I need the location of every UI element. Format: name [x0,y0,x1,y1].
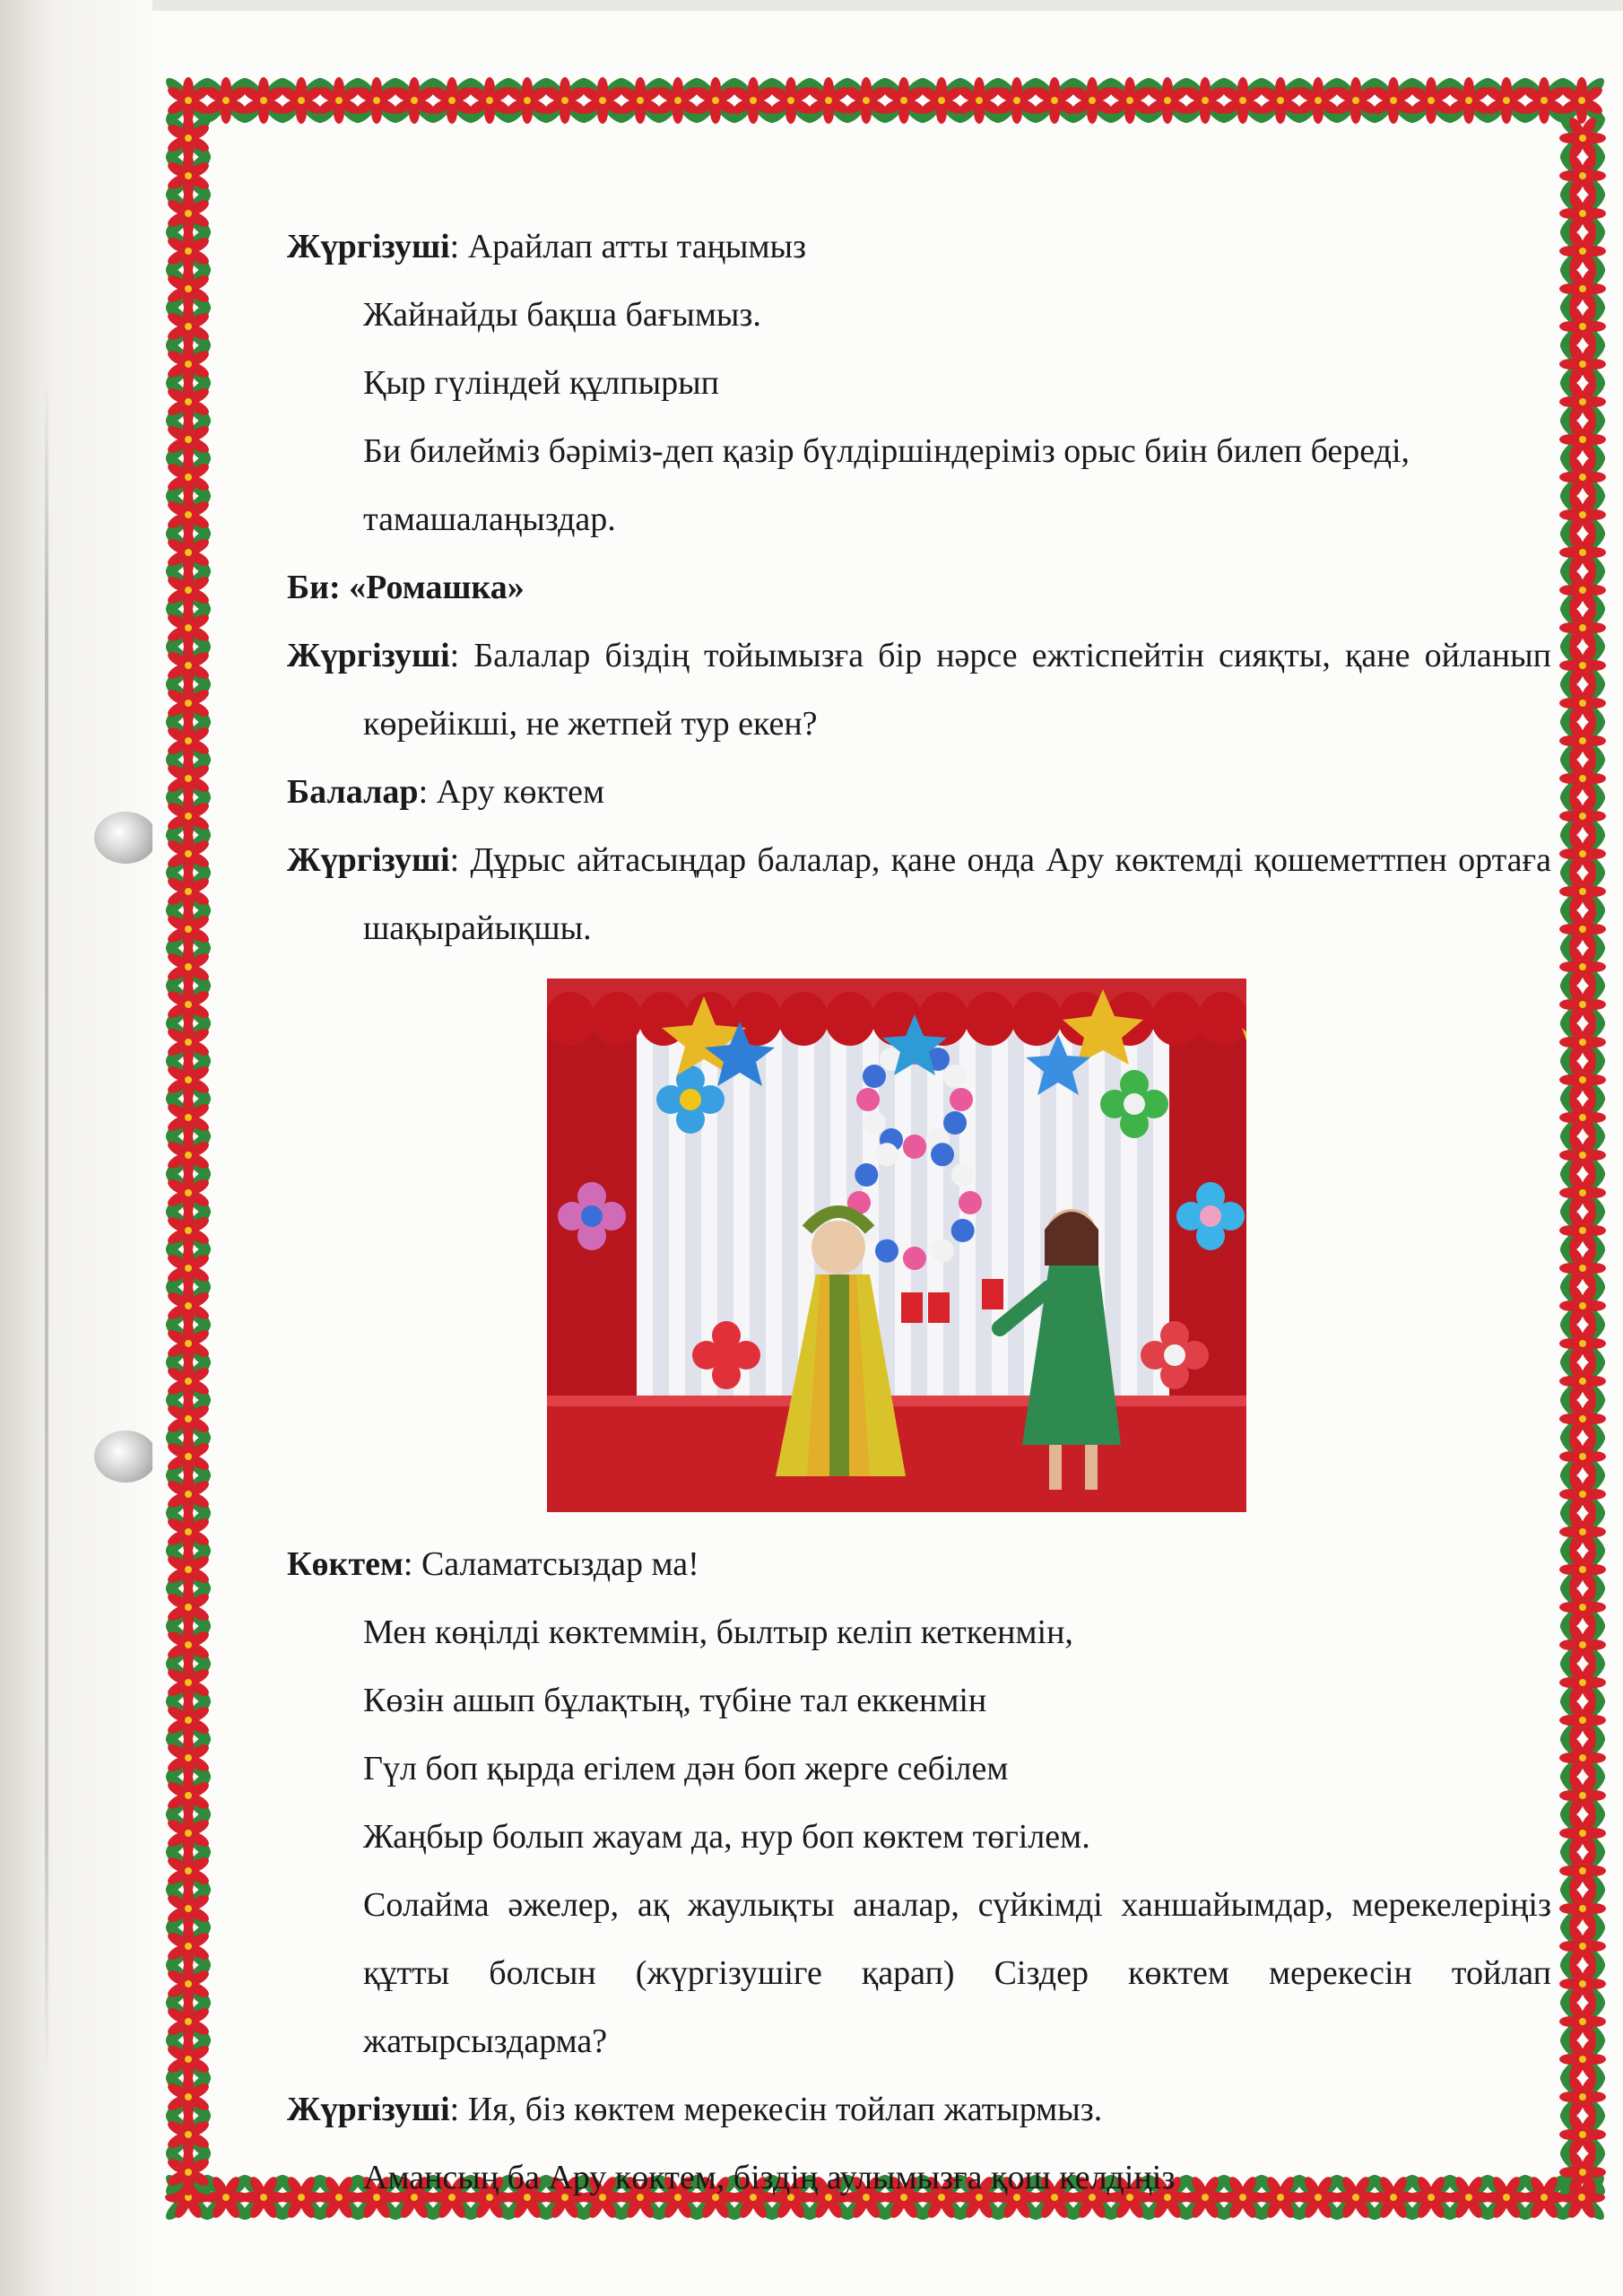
verse-line: Би билейміз бәріміз-деп қазір бүлдіршіндеріміз орыс биін билеп береді, [363,432,1410,470]
speaker-name: Жүргізуші [287,841,450,879]
verse-line: Қыр гүліндей құлпырып [363,364,720,402]
verse-paragraph: Солайма әжелер, ақ жаулықты аналар, сүйкімді ханшайымдар, мерекелеріңіз құтты болсын (жүргізушіге қарап) Сіздер көктем мерекесін тойлап жатырсыздарма? [363,1886,1551,2060]
speech-paragraph [287,758,1551,826]
verse-line: тамашалаңыздар. [363,500,616,538]
speaker-colon: : [403,1545,413,1583]
document-body [287,213,1551,2196]
verse-line: Жайнайды бақша бағымыз. [363,296,761,334]
speaker-name: Балалар [287,773,419,811]
speaker-name: Көктем [287,1545,404,1583]
speaker-colon: : [449,841,460,879]
text-section-bottom [287,1530,1551,2212]
speaker-colon: : [418,773,429,811]
speaker-colon: : [449,2091,460,2128]
stage-photo [547,978,1246,1512]
speaker-name: Жүргізуші [287,2091,450,2128]
speech-text: Ару көктем [428,773,605,811]
speech-text: Дұрыс айтасыңдар балалар, қане онда Ару көктемді қошеметтпен ортаға шақырайықшы. [363,841,1551,947]
scan-fold-line [45,377,48,2081]
speaker-colon: : [449,637,460,674]
speaker-name: Жүргізуші [287,228,450,265]
poinsettia-flower [162,2146,214,2198]
speech-paragraph [287,2075,1551,2144]
verse-line: Мен көңілді көктеммін, былтыр келіп кеткенмін, [363,1613,1073,1651]
speech-text: Саламатсыздар ма! [412,1545,699,1583]
speaker-colon: : [449,228,460,265]
scan-margin [0,0,152,2296]
speaker-name: Жүргізуші [287,637,450,674]
punch-hole-top [94,812,157,864]
verse-line: Амансың ба Ару көктем, біздің аулымызға қош келдіңіз [363,2159,1176,2196]
punch-hole-bottom [94,1431,157,1483]
section-heading: Би: «Ромашка» [287,569,525,606]
verse-line: Жаңбыр болып жауам да, нур боп көктем төгілем. [363,1818,1090,1856]
text-section-top [287,213,1551,962]
verse-line: Көзін ашып бұлақтың, түбіне тал еккенмін [363,1682,987,1719]
speech-paragraph [287,1530,1551,1598]
speech-text: Ия, біз көктем мерекесін тойлап жатырмыз. [459,2091,1103,2128]
stage-photo-image [547,978,1246,1512]
document-page [152,11,1623,2296]
speech-paragraph [287,213,1551,281]
speech-paragraph [287,826,1551,962]
verse-line: Гүл боп қырда егілем дән боп жерге себілем [363,1750,1009,1787]
speech-paragraph [287,622,1551,758]
speech-text: Арайлап атты таңымыз [459,228,807,265]
speech-text: Балалар біздің тойымызға бір нәрсе ежтіспейтін сияқты, қане ойланып көрейікші, не жетпей тур екен? [363,637,1551,743]
